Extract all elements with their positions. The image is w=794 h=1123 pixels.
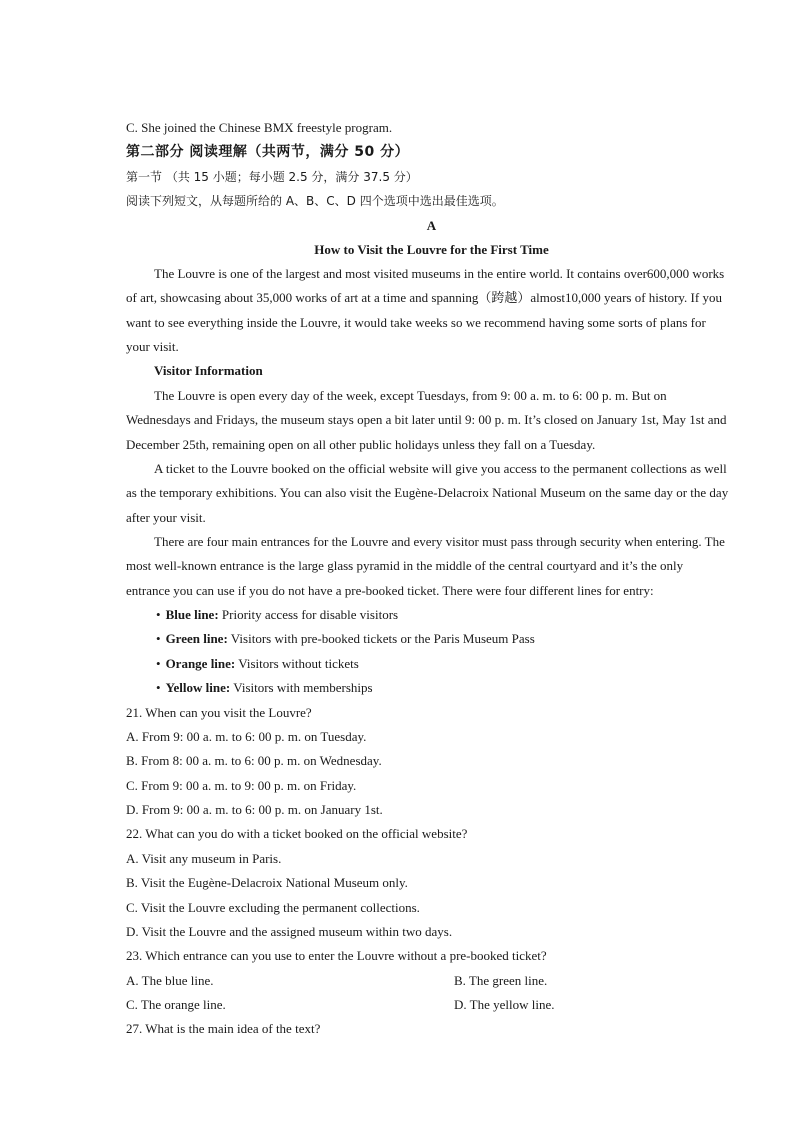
question-21-option-c[interactable]: C. From 9: 00 a. m. to 9: 00 p. m. on Friday. (126, 778, 357, 793)
paragraph-line: of art, showcasing about 35,000 works of art at a time and spanning（跨越）almost10,000 years of history. If you (126, 290, 722, 305)
bullet-icon: • (156, 680, 161, 695)
line-description: Visitors without tickets (235, 656, 359, 671)
paragraph-line: The Louvre is one of the largest and most visited museums in the entire world. It contains over600,000 works (154, 266, 725, 281)
question-22-option-c[interactable]: C. Visit the Louvre excluding the permanent collections. (126, 900, 420, 915)
bullet-icon: • (156, 656, 161, 671)
question-23-option-c[interactable]: C. The orange line. (126, 997, 226, 1012)
question-22-stem: 22. What can you do with a ticket booked on the official website? (126, 826, 468, 841)
bullet-icon: • (156, 631, 161, 646)
section-instruction: 阅读下列短文，从每题所给的 A、B、C、D 四个选项中选出最佳选项。 (126, 194, 504, 208)
passage-title: How to Visit the Louvre for the First Time (314, 242, 549, 257)
paragraph-line: There are four main entrances for the Louvre and every visitor must pass through security when entering. The (154, 534, 725, 549)
paragraph-line: as the temporary exhibitions. You can also visit the Eugène-Delacroix National Museum on the same day or the day (126, 485, 729, 500)
previous-question-option-c: C. She joined the Chinese BMX freestyle program. (126, 120, 393, 135)
question-22-option-a[interactable]: A. Visit any museum in Paris. (126, 851, 282, 866)
paragraph-line: most well-known entrance is the large glass pyramid in the middle of the central courtyard and it’s the only (126, 558, 684, 573)
line-name: Orange line: (165, 656, 236, 671)
paragraph-line: entrance you can use if you do not have a pre-booked ticket. There were four different lines for entry: (126, 583, 654, 598)
question-23-option-b[interactable]: B. The green line. (454, 973, 548, 988)
bullet-icon: • (156, 607, 161, 622)
line-name: Blue line: (165, 607, 219, 622)
question-23-stem: 23. Which entrance can you use to enter the Louvre without a pre-booked ticket? (126, 948, 547, 963)
question-21-option-d[interactable]: D. From 9: 00 a. m. to 6: 00 p. m. on January 1st. (126, 802, 383, 817)
question-23-option-d[interactable]: D. The yellow line. (454, 997, 555, 1012)
question-27-stem: 27. What is the main idea of the text? (126, 1021, 321, 1036)
visitor-information-heading: Visitor Information (154, 363, 263, 378)
line-description: Visitors with pre-booked tickets or the Paris Museum Pass (227, 631, 535, 646)
line-name: Yellow line: (165, 680, 231, 695)
paragraph-line: December 25th, remaining open on all other public holidays unless they fall on a Tuesday. (126, 437, 596, 452)
entry-line-orange (156, 655, 359, 673)
question-22-option-b[interactable]: B. Visit the Eugène-Delacroix National Museum only. (126, 875, 408, 890)
line-name: Green line: (165, 631, 228, 646)
paragraph-line: A ticket to the Louvre booked on the official website will give you access to the permanent collections as well (154, 461, 727, 476)
question-21-option-b[interactable]: B. From 8: 00 a. m. to 6: 00 p. m. on Wednesday. (126, 753, 382, 768)
paragraph-line: your visit. (126, 339, 179, 354)
line-description: Priority access for disable visitors (218, 607, 399, 622)
entry-line-green (156, 630, 535, 648)
section-subtitle: 第一节 （共 15 小题；每小题 2.5 分，满分 37.5 分） (126, 170, 418, 184)
entry-line-yellow (156, 679, 373, 697)
question-23-option-a[interactable]: A. The blue line. (126, 973, 214, 988)
question-21-stem: 21. When can you visit the Louvre? (126, 705, 312, 720)
question-22-option-d[interactable]: D. Visit the Louvre and the assigned museum within two days. (126, 924, 453, 939)
entry-line-blue (156, 606, 398, 624)
part-title: 第二部分 阅读理解（共两节，满分 50 分） (126, 144, 410, 160)
paragraph-line: after your visit. (126, 510, 206, 525)
paragraph-line: Wednesdays and Fridays, the museum stays open a bit later until 9: 00 p. m. It’s closed on January 1st, May 1st and (126, 412, 727, 427)
paragraph-line: want to see everything inside the Louvre, it would take weeks so we recommend having some sorts of plans for (126, 315, 706, 330)
paragraph-line: The Louvre is open every day of the week, except Tuesdays, from 9: 00 a. m. to 6: 00 p. m. But on (154, 388, 667, 403)
line-description: Visitors with memberships (230, 680, 373, 695)
passage-label: A (426, 218, 437, 233)
question-21-option-a[interactable]: A. From 9: 00 a. m. to 6: 00 p. m. on Tuesday. (126, 729, 367, 744)
